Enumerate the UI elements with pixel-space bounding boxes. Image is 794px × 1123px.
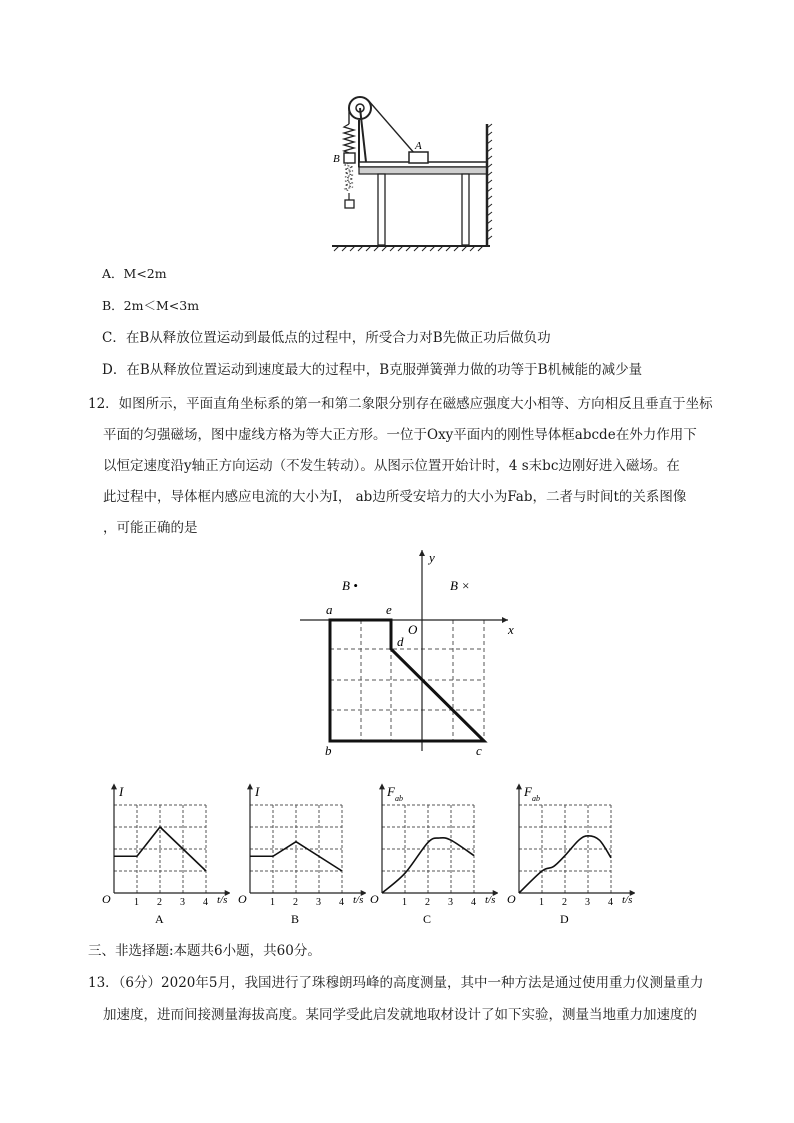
time-axis-label: t/s — [217, 894, 228, 906]
tick-label: 1 — [134, 897, 139, 908]
tick-label: 2 — [562, 897, 567, 908]
label-b-point: b — [325, 743, 332, 758]
value-axis-label: F — [387, 784, 395, 799]
label-origin: O — [408, 622, 418, 637]
value-axis-label: I — [119, 784, 124, 799]
time-axis-label: t/s — [622, 894, 633, 906]
q12-line-5: ，可能正确的是 — [103, 520, 198, 536]
block-a — [409, 152, 428, 163]
value-axis-subscript: ab — [532, 794, 540, 803]
time-axis-label: t/s — [353, 894, 364, 906]
tick-label: 2 — [293, 897, 298, 908]
value-axis-subscript: ab — [395, 794, 403, 803]
graph-letter: A — [155, 912, 164, 926]
tick-label: 3 — [585, 897, 590, 908]
label-a: A — [415, 140, 422, 152]
label-b: B — [333, 153, 340, 165]
tick-label: 1 — [270, 897, 275, 908]
section-3-heading: 三、非选择题:本题共6小题，共60分。 — [88, 943, 321, 959]
origin-label: O — [507, 892, 516, 906]
rope — [368, 100, 415, 154]
field-right-label: B × — [450, 578, 470, 593]
tick-label: 1 — [402, 897, 407, 908]
tick-label: 3 — [180, 897, 185, 908]
origin-label: O — [370, 892, 379, 906]
q12-line-4: 此过程中，导体框内感应电流的大小为I， ab边所受安培力的大小为Fab，二者与时间t的关系图像 — [103, 489, 687, 505]
block-b — [344, 153, 355, 163]
tick-label: 1 — [539, 897, 544, 908]
pulley-spring-figure — [320, 92, 495, 254]
lower-spring — [345, 163, 353, 191]
q11-option-a: A．M<2m — [102, 266, 167, 281]
q12-line-2: 平面的匀强磁场，图中虚线方格为等大正方形。一位于Oxy平面内的刚性导体框abcde在外力作用下 — [103, 427, 697, 443]
graph-letter: B — [291, 912, 300, 926]
q13-line-2: 加速度，进而间接测量海拔高度。某同学受此启发就地取材设计了如下实验，测量当地重力加速度的 — [103, 1007, 697, 1023]
q11-option-d: D．在B从释放位置运动到速度最大的过程中，B克服弹簧弹力做的功等于B机械能的减少量 — [102, 362, 643, 378]
graph-letter: C — [423, 912, 432, 926]
q12-line-3: 以恒定速度沿y轴正方向运动（不发生转动）。从图示位置开始计时，4 s末bc边刚好进入磁场。在 — [103, 458, 680, 474]
label-c-point: c — [476, 743, 482, 758]
graph-d — [505, 780, 635, 928]
tick-label: 3 — [316, 897, 321, 908]
graph-letter: D — [560, 912, 569, 926]
tick-label: 4 — [339, 897, 344, 908]
upper-spring — [344, 124, 354, 153]
field-left-label: B • — [342, 578, 358, 593]
label-d-point: d — [397, 634, 404, 649]
label-x: x — [508, 622, 514, 637]
value-axis-label: I — [255, 784, 260, 799]
graph-a — [100, 780, 230, 928]
label-a-point: a — [326, 602, 333, 617]
tick-label: 3 — [448, 897, 453, 908]
origin-label: O — [238, 892, 247, 906]
graph-b — [236, 780, 366, 928]
conductor-frame-figure — [296, 546, 526, 761]
origin-label: O — [102, 892, 111, 906]
grid — [330, 620, 484, 741]
graph-c — [368, 780, 498, 928]
label-y: y — [429, 550, 435, 565]
hanging-weight — [345, 200, 354, 208]
tick-label: 4 — [203, 897, 208, 908]
graph-curve — [519, 836, 611, 893]
tick-label: 2 — [425, 897, 430, 908]
tick-label: 2 — [157, 897, 162, 908]
q12-line-1: 12．如图所示，平面直角坐标系的第一和第二象限分别存在磁感应强度大小相等、方向相反且垂直于坐标 — [88, 396, 713, 412]
tick-label: 4 — [608, 897, 613, 908]
tick-label: 4 — [471, 897, 476, 908]
q11-option-c: C．在B从释放位置运动到最低点的过程中，所受合力对B先做正功后做负功 — [102, 330, 551, 346]
q11-option-b: B．2m＜M<3m — [102, 298, 200, 313]
q13-line-1: 13．（6分）2020年5月，我国进行了珠穆朗玛峰的高度测量，其中一种方法是通过使用重力仪测量重力 — [88, 975, 704, 991]
label-e-point: e — [386, 602, 392, 617]
time-axis-label: t/s — [485, 894, 496, 906]
value-axis-label: F — [524, 784, 532, 799]
